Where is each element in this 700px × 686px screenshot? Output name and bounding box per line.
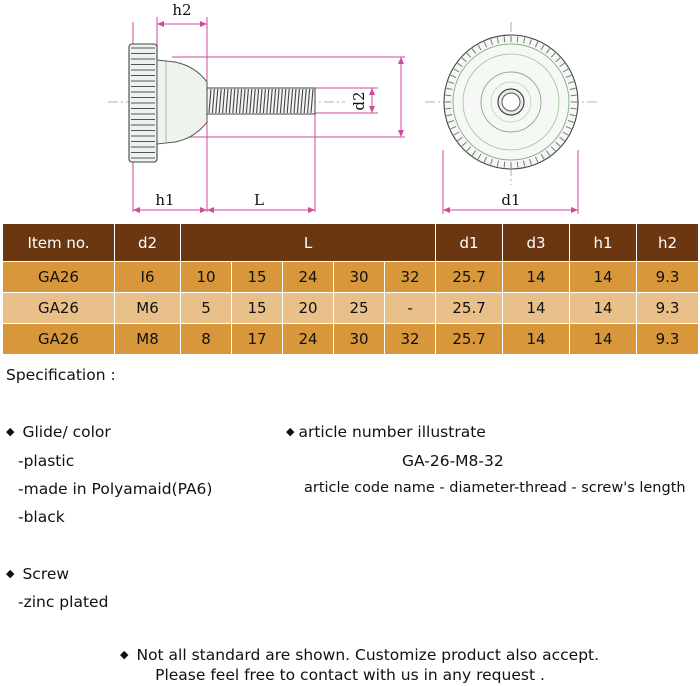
cell-l: 5 [181,293,232,324]
cell-h1: 14 [570,262,637,293]
header-d2: d2 [115,224,181,262]
cell-h1: 14 [570,324,637,355]
cell-l: 30 [334,324,385,355]
bullet-icon: ◆ [120,648,129,661]
table-row [3,262,699,293]
screw-heading [6,565,69,583]
cell-l: 24 [283,324,334,355]
header-d3: d3 [503,224,570,262]
h1-label: h1 [155,191,175,209]
cell-l: 32 [385,262,436,293]
cell-h2: 9.3 [637,262,699,293]
article-code: GA-26-M8-32 [402,452,504,470]
d2-label: d2 [350,91,368,111]
glide-heading-text: Glide/ color [22,423,111,441]
cell-l: 32 [385,324,436,355]
header-h2: h2 [637,224,699,262]
article-legend: article code name - diameter-thread - screw's length [304,480,686,496]
cell-l: 8 [181,324,232,355]
cell-item: GA26 [3,262,115,293]
cell-d2: M8 [115,324,181,355]
table-header-row [3,224,699,262]
cell-d1: 25.7 [436,324,503,355]
glide-item: -plastic [18,452,75,470]
cell-d3: 14 [503,293,570,324]
h2-label: h2 [172,1,192,19]
glide-item: -made in Polyamaid(PA6) [18,480,213,498]
bullet-icon: ◆ [6,567,15,580]
dimension-table [2,223,699,355]
spec-title: Specification : [6,366,116,384]
footer-line1 [120,646,599,664]
cell-h2: 9.3 [637,324,699,355]
cell-l: 17 [232,324,283,355]
cell-h1: 14 [570,293,637,324]
l-label: L [254,191,264,209]
d1-label: d1 [501,191,521,209]
knob-front-view [444,35,578,169]
article-heading-text: article number illustrate [298,423,486,441]
cell-l: 25 [334,293,385,324]
cell-l: 15 [232,262,283,293]
knob-side-view [129,44,315,162]
cell-d1: 25.7 [436,262,503,293]
article-heading [286,423,486,441]
cell-item: GA26 [3,293,115,324]
bullet-icon: ◆ [286,425,295,438]
screw-item: -zinc plated [18,593,109,611]
cell-item: GA26 [3,324,115,355]
cell-d3: 14 [503,324,570,355]
table-row [3,324,699,355]
cell-d2: I6 [115,262,181,293]
bullet-icon: ◆ [6,425,15,438]
table-row [3,293,699,324]
footer-line2: Please feel free to contact with us in any request . [155,666,545,684]
cell-d2: M6 [115,293,181,324]
screw-heading-text: Screw [22,565,70,583]
cell-d1: 25.7 [436,293,503,324]
header-d1: d1 [436,224,503,262]
technical-drawing [0,0,700,222]
header-item: Item no. [3,224,115,262]
glide-heading [6,423,111,441]
cell-l: 15 [232,293,283,324]
cell-l: 24 [283,262,334,293]
footer-line1-text: Not all standard are shown. Customize product also accept. [136,646,600,664]
cell-l: 20 [283,293,334,324]
cell-l: - [385,293,436,324]
header-h1: h1 [570,224,637,262]
header-l: L [181,224,436,262]
cell-d3: 14 [503,262,570,293]
glide-item: -black [18,508,65,526]
cell-l: 30 [334,262,385,293]
cell-h2: 9.3 [637,293,699,324]
cell-l: 10 [181,262,232,293]
